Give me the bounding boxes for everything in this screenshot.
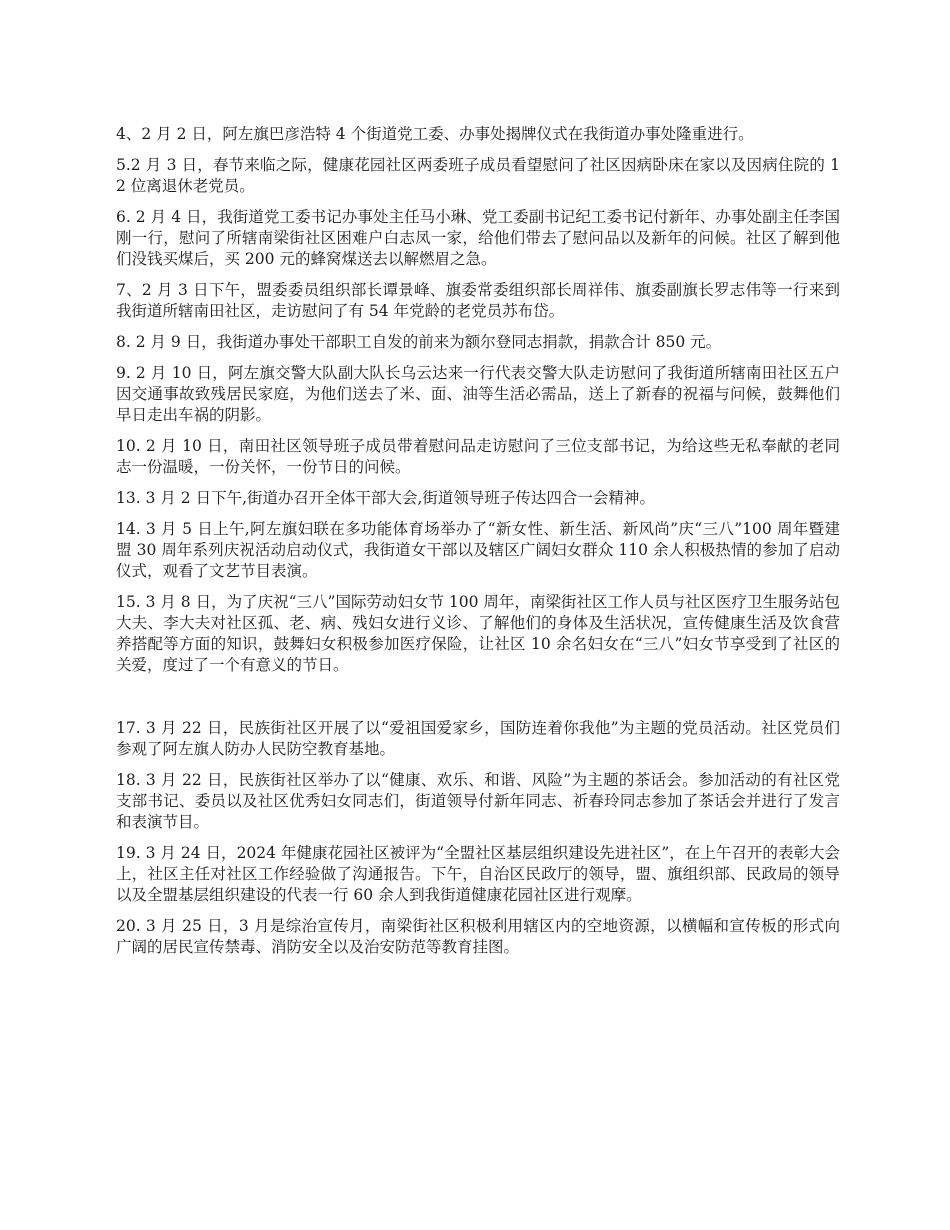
paragraph-item-13: 13. 3 月 2 日下午,街道办召开全体干部大会,街道领导班子传达四合一会精神。 [116, 489, 655, 507]
paragraph-item-6: 6. 2 月 4 日，我街道党工委书记办事处主任马小琳、党工委副书记纪工委书记付新年、办事处副主任李国刚一行，慰问了所辖南梁街社区困难户白志凤一家，给他们带去了慰问品以及新年的问候。社区了解到他们没钱买煤后，买 200 元的蜂窝煤送去以解燃眉之急。 [116, 208, 840, 268]
paragraph-item-20: 20. 3 月 25 日，3 月是综治宣传月，南梁街社区积极利用辖区内的空地资源，以横幅和宣传板的形式向广阔的居民宣传禁毒、消防安全以及治安防范等教育挂图。 [116, 917, 840, 956]
paragraph-item-4: 4、2 月 2 日，阿左旗巴彦浩特 4 个街道党工委、办事处揭牌仪式在我街道办事处隆重进行。 [116, 125, 754, 143]
paragraph-item-10: 10. 2 月 10 日，南田社区领导班子成员带着慰问品走访慰问了三位支部书记，为给这些无私奉献的老同志一份温暖，一份关怀，一份节日的问候。 [116, 437, 840, 476]
document-body [116, 124, 840, 968]
paragraph-item-19: 19. 3 月 24 日，2024 年健康花园社区被评为“全盟社区基层组织建设先进社区”，在上午召开的表彰大会上，社区主任对社区工作经验做了沟通报告。下午，自治区民政厅的领导，盟、旗组织部、民政局的领导以及全盟基层组织建设的代表一行 60 余人到我街道健康花园社区进行观摩。 [116, 844, 840, 904]
paragraph-item-7: 7、2 月 3 日下午，盟委委员组织部长谭景峰、旗委常委组织部长周祥伟、旗委副旗长罗志伟等一行来到我街道所辖南田社区，走访慰问了有 54 年党龄的老党员苏布岱。 [116, 281, 840, 320]
paragraph-item-9: 9. 2 月 10 日，阿左旗交警大队副大队长乌云达来一行代表交警大队走访慰问了我街道所辖南田社区五户因交通事故致残居民家庭，为他们送去了米、面、油等生活必需品，送上了新春的祝福与问候，鼓舞他们早日走出车祸的阴影。 [116, 364, 840, 424]
paragraph-item-8: 8. 2 月 9 日，我街道办事处干部职工自发的前来为额尔登同志捐款，捐款合计 850 元。 [116, 333, 722, 351]
paragraph-item-15: 15. 3 月 8 日，为了庆祝“三八”国际劳动妇女节 100 周年，南梁街社区工作人员与社区医疗卫生服务站包大夫、李大夫对社区孤、老、病、残妇女进行义诊、了解他们的身体及生活状况，宣传健康生活及饮食营养搭配等方面的知识，鼓舞妇女积极参加医疗保险，让社区 10 余名妇女在“三八”妇女节享受到了社区的关爱，度过了一个有意义的节日。 [116, 593, 840, 674]
paragraph-item-14: 14. 3 月 5 日上午,阿左旗妇联在多功能体育场举办了“新女性、新生活、新风尚”庆“三八”100 周年暨建盟 30 周年系列庆祝活动启动仪式，我街道女干部以及辖区广阔妇女群众 110 余人积极热情的参加了启动仪式，观看了文艺节目表演。 [116, 520, 840, 580]
paragraph-item-5: 5.2 月 3 日，春节来临之际，健康花园社区两委班子成员看望慰问了社区因病卧床在家以及因病住院的 12 位离退休老党员。 [116, 156, 840, 195]
paragraph-item-17: 17. 3 月 22 日，民族街社区开展了以“爱祖国爱家乡，国防连着你我他”为主题的党员活动。社区党员们参观了阿左旗人防办人民防空教育基地。 [116, 719, 840, 758]
paragraph-gap [116, 686, 840, 718]
paragraph-item-18: 18. 3 月 22 日，民族街社区举办了以“健康、欢乐、和谐、风险”为主题的茶话会。参加活动的有社区党支部书记、委员以及社区优秀妇女同志们，街道领导付新年同志、祈春玲同志参加了茶话会并进行了发言和表演节目。 [116, 771, 840, 831]
